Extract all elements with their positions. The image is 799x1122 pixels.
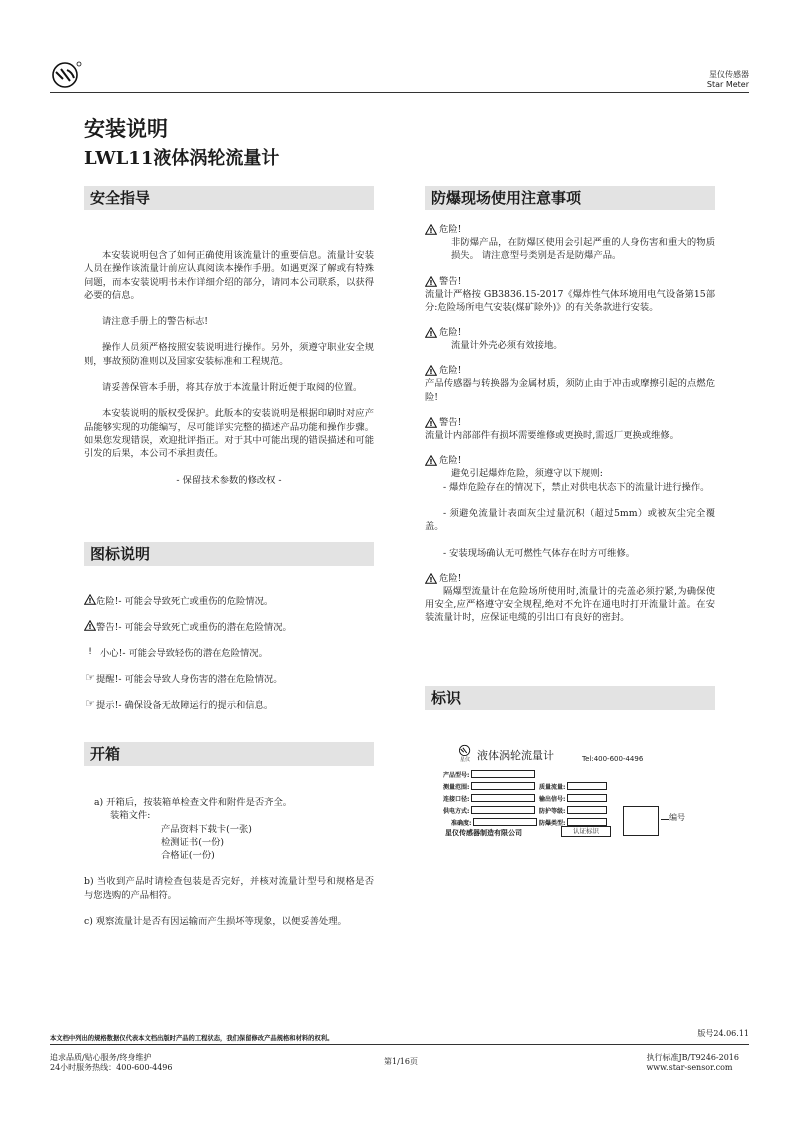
footer-right bbox=[646, 1053, 739, 1073]
notice-label: 危险! bbox=[439, 572, 462, 584]
notice-text: 避免引起爆炸危险，须遵守以下规则: bbox=[451, 468, 603, 480]
warning-triangle-icon bbox=[425, 417, 437, 428]
notice-block bbox=[425, 572, 715, 625]
svg-text:!: ! bbox=[429, 368, 433, 377]
notice-header bbox=[425, 454, 715, 467]
notice-rule: - 须避免流量计表面灰尘过量沉积（超过5mm）或被灰尘完全覆盖。 bbox=[425, 507, 715, 533]
footer-website: www.star-sensor.com bbox=[646, 1063, 733, 1072]
icon-legend-row bbox=[84, 593, 374, 606]
svg-text:!: ! bbox=[429, 576, 433, 584]
warning-triangle-icon bbox=[84, 594, 96, 605]
svg-text:!: ! bbox=[429, 458, 433, 467]
safety-paragraph: 请妥善保管本手册，将其存放于本流量计附近便于取阅的位置。 bbox=[102, 382, 363, 394]
footer-standard: 执行标准JB/T9246-2016 bbox=[646, 1053, 739, 1062]
svg-text:!: ! bbox=[88, 623, 92, 631]
icon-legend-row bbox=[84, 697, 374, 710]
nameplate-company: 星仪传感器制造有限公司 bbox=[445, 829, 522, 837]
icon-legend-desc: - 可能会导致死亡或重伤的危险情况。 bbox=[118, 595, 274, 607]
pointing-hand-icon: ☞ bbox=[85, 671, 95, 684]
svg-text:!: ! bbox=[429, 420, 433, 429]
unpacking-step-a: a) 开箱后，按装箱单检查文件和附件是否齐全。 bbox=[94, 797, 293, 808]
notice-block bbox=[425, 326, 715, 352]
icon-legend-desc: - 可能会导致轻伤的潜在危险情况。 bbox=[122, 647, 268, 659]
notice-text: 隔爆型流量计在危险场所使用时,流量计的壳盖必须拧紧,为确保使用安全,应严格遵守安全规程,绝对不允许在通电时打开流量计盖。在安装流量计时，应保证电缆的引出口有良好的密封。 bbox=[425, 585, 715, 624]
section-heading-marking: 标识 bbox=[425, 686, 715, 710]
brand-block bbox=[707, 70, 749, 90]
nameplate-field: 输出信号: bbox=[539, 792, 607, 804]
footer-version: 版号24.06.11 bbox=[697, 1029, 749, 1038]
safety-paragraph: 本安装说明的版权受保护。此版本的安装说明是根据印刷时对应产品能够实现的功能编写，尽可能详实完整的描述产品功能和操作步骤。如果您发现错误，欢迎批评指正。对于其中可能出现的错误描述和可能引发的后果，本公司不承担责任。 bbox=[84, 408, 374, 460]
nameplate-header bbox=[457, 744, 643, 763]
notice-block bbox=[425, 364, 715, 404]
safety-reserve-note: - 保留技术参数的修改权 - bbox=[176, 474, 282, 486]
nameplate-field: 防爆类型: bbox=[539, 816, 607, 828]
unpacking-step-c: c) 观察流量计是否有因运输而产生损坏等现象，以便妥善处理。 bbox=[84, 916, 347, 928]
notice-label: 危险! bbox=[439, 224, 462, 235]
notice-header bbox=[425, 416, 715, 429]
warning-triangle-icon bbox=[425, 327, 437, 338]
icon-legend-desc: - 可能会导致人身伤害的潜在危险情况。 bbox=[118, 673, 283, 685]
nameplate-serial-box bbox=[623, 806, 659, 836]
explosion-section bbox=[425, 223, 715, 625]
notice-block bbox=[425, 454, 715, 559]
notice-block bbox=[425, 223, 715, 263]
icon-legend-label: 警告! bbox=[96, 621, 119, 633]
nameplate-field: 质量流量: bbox=[539, 780, 607, 792]
notice-label: 危险! bbox=[439, 327, 462, 339]
nameplate-logo-text: 星仪 bbox=[459, 757, 470, 763]
footer-divider bbox=[50, 1044, 749, 1045]
notice-text: 非防爆产品，在防爆区使用会引起严重的人身伤害和重大的物质损失。 请注意型号类别是否是防爆产品。 bbox=[451, 237, 715, 262]
svg-text:!: ! bbox=[429, 227, 433, 235]
nameplate-field: 产品型号: bbox=[443, 768, 537, 780]
warning-triangle-icon bbox=[425, 365, 437, 376]
nameplate-fields-right bbox=[539, 780, 607, 828]
company-logo bbox=[50, 60, 82, 88]
unpacking-step-b: b) 当收到产品时请检查包装是否完好，并核对流量计型号和规格是否与您选购的产品相符。 bbox=[84, 876, 374, 901]
nameplate-field: 防护等级: bbox=[539, 804, 607, 816]
notice-header bbox=[425, 275, 715, 288]
section-heading-explosion: 防爆现场使用注意事项 bbox=[425, 186, 715, 210]
icon-legend-label: 提示! bbox=[96, 699, 119, 711]
icon-legend-desc: - 确保设备无故障运行的提示和信息。 bbox=[118, 699, 274, 711]
footer-hotline: 24小时服务热线：400-600-4496 bbox=[50, 1063, 173, 1072]
icon-legend-desc: - 可能会导致死亡或重伤的潜在危险情况。 bbox=[118, 621, 292, 633]
unpacking-section bbox=[84, 796, 374, 928]
section-heading-icons: 图标说明 bbox=[84, 542, 374, 566]
unpacking-file-item: 产品资料下载卡(一张) bbox=[161, 823, 252, 835]
nameplate-fields-left bbox=[443, 768, 537, 828]
page-title: 安装说明 bbox=[84, 117, 168, 141]
unpacking-file-item: 合格证(一份) bbox=[161, 850, 215, 862]
svg-text:!: ! bbox=[88, 597, 92, 605]
nameplate-logo bbox=[457, 744, 473, 763]
safety-section bbox=[84, 249, 374, 487]
footer-left bbox=[50, 1053, 172, 1073]
notice-header bbox=[425, 223, 715, 236]
icon-legend-row bbox=[84, 645, 374, 658]
nameplate-field: 准确度: bbox=[443, 816, 537, 828]
brand-name-en: Star Meter bbox=[706, 80, 749, 89]
product-title: LWL11液体涡轮流量计 bbox=[84, 148, 280, 169]
nameplate-title: 液体涡轮流量计 bbox=[477, 749, 554, 762]
icon-legend-label: 提醒! bbox=[96, 673, 119, 685]
brand-name-cn: 星仪传感器 bbox=[709, 70, 749, 79]
safety-paragraph: 操作人员须严格按照安装说明进行操作。另外，须遵守职业安全规则，事故预防准则以及国家安装标准和工程规范。 bbox=[84, 342, 374, 367]
icon-legend-label: 危险! bbox=[96, 595, 119, 607]
icon-legend-label: 小心! bbox=[100, 647, 123, 659]
nameplate-tel: Tel:400-600-4496 bbox=[582, 755, 644, 763]
notice-header bbox=[425, 326, 715, 339]
safety-paragraph: 本安装说明包含了如何正确使用该流量计的重要信息。流量计安装人员在操作该流量计前应认真阅读本操作手册。如遇更深了解或有特殊问题，而本安装说明书未作详细介绍的部分，请同本公司联系，以获得必要的信息。 bbox=[84, 250, 374, 301]
icon-legend bbox=[84, 593, 374, 710]
exclamation-icon: ! bbox=[88, 646, 92, 657]
unpacking-file-item: 检测证书(一份) bbox=[161, 836, 225, 848]
notice-label: 警告! bbox=[439, 275, 462, 287]
notice-header bbox=[425, 572, 715, 585]
warning-triangle-icon bbox=[84, 620, 96, 631]
notice-header bbox=[425, 364, 715, 377]
notice-block bbox=[425, 416, 715, 442]
nameplate-field: 供电方式: bbox=[443, 804, 537, 816]
notice-rule: - 安装现场确认无可燃性气体存在时方可维修。 bbox=[443, 547, 636, 559]
warning-triangle-icon bbox=[425, 455, 437, 466]
notice-label: 危险! bbox=[439, 455, 462, 467]
notice-text: 产品传感器与转换器为金属材质，须防止由于冲击或摩擦引起的点燃危险! bbox=[425, 378, 715, 403]
notice-label: 警告! bbox=[439, 417, 462, 429]
nameplate bbox=[443, 744, 713, 840]
notice-text: 流量计严格按 GB3836.15-2017《爆炸性气体环境用电气设备第15部分:危险场所电气安装(煤矿除外)》的有关条款进行安装。 bbox=[425, 288, 715, 313]
icon-legend-row bbox=[84, 671, 374, 684]
nameplate-logo-icon bbox=[457, 744, 473, 756]
svg-text:!: ! bbox=[429, 330, 433, 339]
nameplate-field: 测量范围: bbox=[443, 780, 537, 792]
header-divider bbox=[50, 92, 749, 93]
warning-triangle-icon bbox=[425, 224, 437, 235]
section-heading-safety: 安全指导 bbox=[84, 186, 374, 210]
footer-disclaimer: 本文档中列出的规格数据仅代表本文档出版时产品的工程状态，我们保留修改产品规格和材料的权利。 bbox=[50, 1035, 334, 1042]
nameplate-field: 连接口径: bbox=[443, 792, 537, 804]
notice-text: 流量计内部部件有损坏需要维修或更换时,需返厂更换或维修。 bbox=[425, 430, 679, 442]
footer-slogan: 追求品质/贴心服务/终身维护 bbox=[50, 1053, 152, 1062]
svg-text:!: ! bbox=[429, 278, 433, 287]
notice-rule: - 爆炸危险存在的情况下，禁止对供电状态下的流量计进行操作。 bbox=[443, 481, 710, 493]
nameplate-serial-label: 编号 bbox=[661, 812, 685, 823]
page-number: 第1/16页 bbox=[384, 1057, 418, 1066]
pointing-hand-icon: ☞ bbox=[85, 697, 95, 710]
safety-paragraph: 请注意手册上的警告标志! bbox=[102, 316, 209, 328]
unpacking-files-label: 装箱文件: bbox=[110, 810, 151, 822]
notice-block bbox=[425, 275, 715, 315]
nameplate-cert: 认证标识 bbox=[561, 826, 611, 837]
notice-label: 危险! bbox=[439, 365, 462, 377]
notice-text: 流量计外壳必须有效接地。 bbox=[451, 340, 563, 352]
warning-triangle-icon bbox=[425, 573, 437, 584]
section-heading-unpacking: 开箱 bbox=[84, 742, 374, 766]
icon-legend-row bbox=[84, 619, 374, 632]
warning-triangle-icon bbox=[425, 276, 437, 287]
